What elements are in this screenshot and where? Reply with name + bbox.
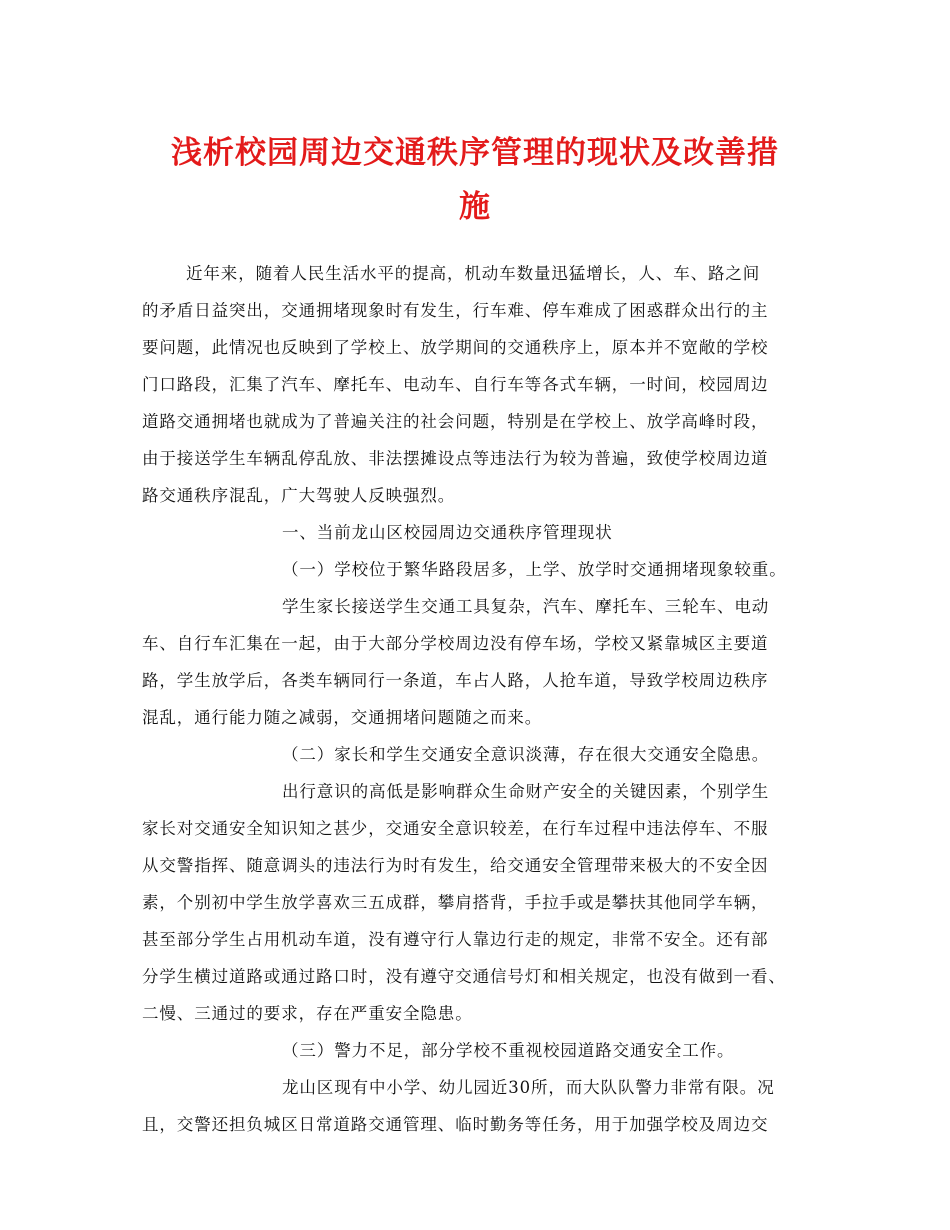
subsection-1-heading: （一）学校位于繁华路段居多，上学、放学时交通拥堵现象较重。 (282, 560, 787, 579)
text-line: 出行意识的高低是影响群众生命财产安全的关键因素，个别学生 (282, 782, 770, 801)
text-line: 路，学生放学后，各类车辆同行一条道，车占人路，人抢车道，导致学校周边秩序 (142, 671, 769, 690)
text-line: 道路交通拥堵也就成为了普遍关注的社会问题，特别是在学校上、放学高峰时段， (142, 412, 769, 431)
text-line: 龙山区现有中小学、幼儿园近30所，而大队队警力非常有限。况 (282, 1078, 775, 1097)
subsection-heading (142, 736, 814, 773)
subsection-heading (142, 1032, 814, 1069)
text-line: 由于接送学生车辆乱停乱放、非法摆摊设点等违法行为较为普遍，致使学校周边道 (142, 449, 769, 468)
intro-paragraph (142, 255, 814, 514)
text-line: 家长对交通安全知识知之甚少，交通安全意识较差，在行车过程中违法停车、不服 (142, 819, 769, 838)
title-line-2: 施 (459, 189, 491, 225)
document-body (142, 255, 814, 1143)
subsection-3-paragraph (142, 1069, 814, 1143)
section-1-heading: 一、当前龙山区校园周边交通秩序管理现状 (282, 523, 613, 542)
text-line: 分学生横过道路或通过路口时，没有遵守交通信号灯和相关规定，也没有做到一看、 (142, 967, 786, 986)
text-line: 素，个别初中学生放学喜欢三五成群，攀肩搭背，手拉手或是攀扶其他同学车辆， (142, 893, 769, 912)
text-line: 要问题，此情况也反映到了学校上、放学期间的交通秩序上，原本并不宽敞的学校 (142, 338, 769, 357)
text-line: 混乱，通行能力随之减弱，交通拥堵问题随之而来。 (142, 708, 543, 727)
text-line: 二慢、三通过的要求，存在严重安全隐患。 (142, 1004, 473, 1023)
section-heading (142, 514, 814, 551)
text-line: 门口路段，汇集了汽车、摩托车、电动车、自行车等各式车辆，一时间，校园周边 (142, 375, 769, 394)
subsection-3-heading: （三）警力不足，部分学校不重视校园道路交通安全工作。 (282, 1041, 735, 1060)
text-line: 甚至部分学生占用机动车道，没有遵守行人靠边行走的规定，非常不安全。还有部 (142, 930, 769, 949)
text-line: 路交通秩序混乱，广大驾驶人反映强烈。 (142, 486, 456, 505)
subsection-2-paragraph (142, 773, 814, 1032)
text-line: 学生家长接送学生交通工具复杂，汽车、摩托车、三轮车、电动 (282, 597, 770, 616)
text-line: 且，交警还担负城区日常道路交通管理、临时勤务等任务，用于加强学校及周边交 (142, 1115, 769, 1134)
title-line-1: 浅析校园周边交通秩序管理的现状及改善措 (171, 135, 779, 171)
text-line: 车、自行车汇集在一起，由于大部分学校周边没有停车场，学校又紧靠城区主要道 (142, 634, 769, 653)
text-line: 的矛盾日益突出，交通拥堵现象时有发生，行车难、停车难成了困惑群众出行的主 (142, 301, 769, 320)
document-title (130, 126, 820, 234)
subsection-1-paragraph (142, 588, 814, 736)
text-line: 近年来，随着人民生活水平的提高，机动车数量迅猛增长，人、车、路之间 (186, 264, 761, 283)
subsection-2-heading: （二）家长和学生交通安全意识淡薄，存在很大交通安全隐患。 (282, 745, 770, 764)
text-line: 从交警指挥、随意调头的违法行为时有发生，给交通安全管理带来极大的不安全因 (142, 856, 769, 875)
subsection-heading (142, 551, 814, 588)
